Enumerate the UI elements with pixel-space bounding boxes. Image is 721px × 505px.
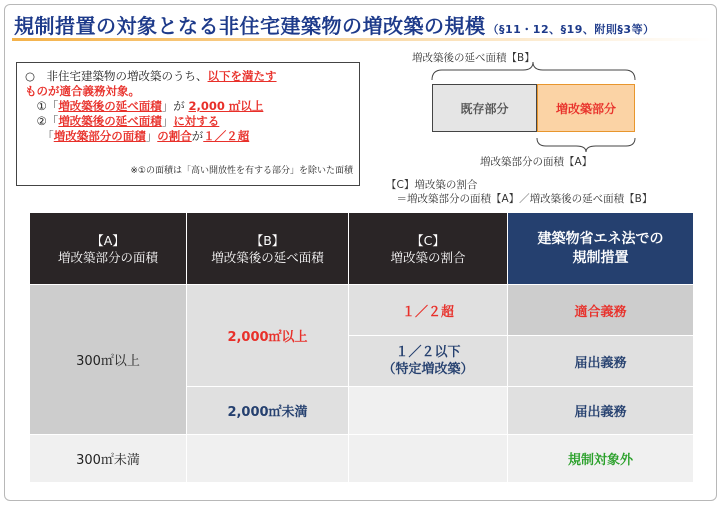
notice-highlight: 以下を満たす xyxy=(207,69,277,83)
total-area-label: 増改築後の延べ面積【B】 xyxy=(412,52,535,64)
top-brace xyxy=(432,62,635,80)
cell-b-under: 2,000㎡未満 xyxy=(187,387,349,435)
notice-text: 」 xyxy=(145,129,158,143)
title-underline xyxy=(12,38,712,41)
header-c-label: 増改築の割合 xyxy=(390,249,466,265)
existing-part-box: 既存部分 xyxy=(432,84,537,132)
page-title xyxy=(14,10,655,39)
cell-d-row2: 届出義務 xyxy=(508,336,694,387)
notice-highlight: の割合 xyxy=(157,129,192,143)
area-diagram xyxy=(386,50,706,210)
notice-highlight: ものが適合義務対象。 xyxy=(25,84,140,98)
cell-d-row3: 届出義務 xyxy=(508,387,694,435)
title-main: 規制措置の対象となる非住宅建築物の増改築の規模 xyxy=(14,14,486,38)
header-a xyxy=(30,213,187,285)
header-c-title: 【C】 xyxy=(411,232,445,248)
notice-line-4 xyxy=(25,114,351,129)
notice-text: 」が xyxy=(161,99,185,113)
notice-text: 「 xyxy=(25,129,54,143)
cell-a-over: 300㎡以上 xyxy=(30,285,187,435)
header-d-line-1: 建築物省エネ法での xyxy=(537,230,664,247)
header-c xyxy=(349,213,508,285)
notice-footnote: ※①の面積は「高い開放性を有する部分」を除いた面積 xyxy=(130,166,353,176)
notice-line-3 xyxy=(25,99,351,114)
notice-text: ○ 非住宅建築物の増改築のうち、 xyxy=(25,69,208,83)
notice-line-1 xyxy=(25,69,351,84)
header-a-title: 【A】 xyxy=(91,232,125,248)
notice-line-2 xyxy=(25,84,351,99)
addition-area-label: 増改築部分の面積【A】 xyxy=(480,156,593,168)
cell-b-over: 2,000㎡以上 xyxy=(187,285,349,387)
header-b-title: 【B】 xyxy=(250,232,285,248)
cell-c-empty-1 xyxy=(349,387,508,435)
regulation-table xyxy=(30,213,694,483)
notice-text: ①「 xyxy=(25,99,59,113)
notice-highlight: 増改築後の延べ面積 xyxy=(58,114,162,128)
addition-part-box: 増改築部分 xyxy=(537,84,635,132)
notice-line-5 xyxy=(25,129,351,144)
notice-box xyxy=(16,62,360,186)
cell-d-row4: 規制対象外 xyxy=(508,435,694,483)
notice-highlight: 2,000 ㎡以上 xyxy=(188,99,264,113)
notice-text: が xyxy=(191,129,204,143)
cell-d-row1: 適合義務 xyxy=(508,285,694,336)
notice-text: ②「 xyxy=(25,114,59,128)
cell-c-empty-2 xyxy=(349,435,508,483)
header-b xyxy=(187,213,349,285)
cell-c-over: １／２超 xyxy=(349,285,508,336)
ratio-definition xyxy=(386,178,652,206)
cell-c-under-line-2: （特定増改築） xyxy=(382,362,474,377)
bottom-brace xyxy=(537,138,635,152)
cell-a-under: 300㎡未満 xyxy=(30,435,187,483)
cell-b-empty xyxy=(187,435,349,483)
notice-highlight: １／２超 xyxy=(203,129,250,143)
header-d-line-2: 規制措置 xyxy=(572,249,629,266)
notice-highlight: 増改築後の延べ面積 xyxy=(58,99,162,113)
notice-text: 」 xyxy=(161,114,174,128)
title-sub: （§11・12、§19、附則§3等） xyxy=(487,23,655,36)
ratio-definition-line-1: 【C】増改築の割合 xyxy=(386,179,478,191)
cell-c-under-line-1: １／２以下 xyxy=(395,345,461,360)
ratio-definition-line-2: ＝増改築部分の面積【A】／増改築後の延べ面積【B】 xyxy=(386,193,653,205)
notice-highlight: に対する xyxy=(173,114,220,128)
notice-highlight: 増改築部分の面積 xyxy=(53,129,146,143)
header-a-label: 増改築部分の面積 xyxy=(57,249,158,265)
cell-c-under xyxy=(349,336,508,387)
header-b-label: 増改築後の延べ面積 xyxy=(211,249,324,265)
header-d xyxy=(508,213,694,285)
